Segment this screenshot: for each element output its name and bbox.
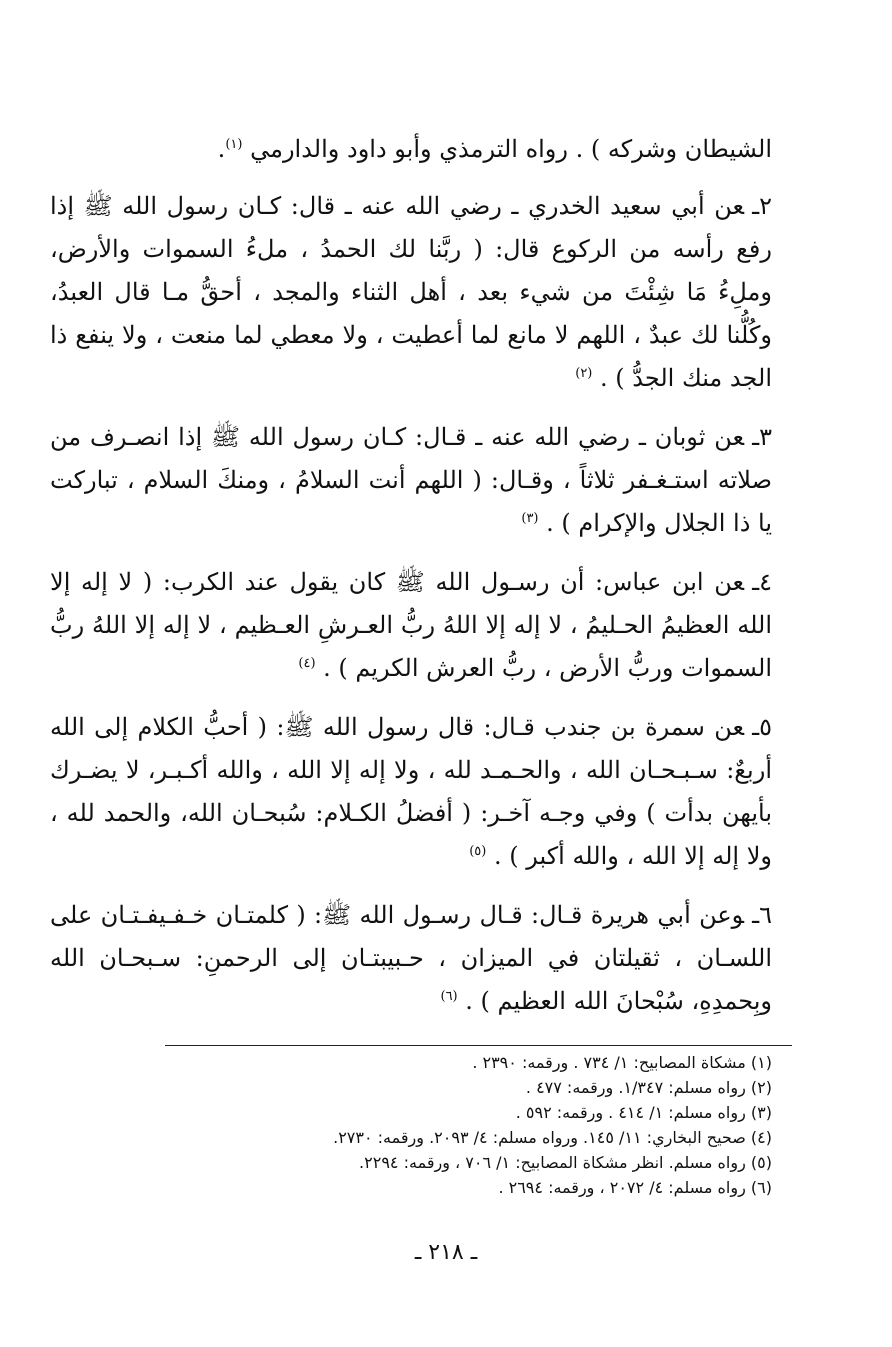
hadith-5: [50, 706, 772, 878]
footnote-divider: [165, 1045, 792, 1046]
footnote-5: (٥) رواه مسلم. انظر مشكاة المصابيح: ١/ ٧٠٦ ، ورقمه: ٢٢٩٤.: [359, 1153, 772, 1172]
hadith-text: عن أبي سعيد الخدري ـ رضي الله عنه ـ قال: كـان رسول الله ﷺ إذا رفع رأسه من الركوع قال: ( ربَّنا لك الحمدُ ، ملءُ السموات والأرض، وملِءُ مَا شِئْتَ من شيء بعد ، أهل الثناء والمجد ، أحقُّ مـا قال العبدُ، وكُلُّنا لك عبدٌ ، اللهم لا مانع لما أعطيت ، ولا معطي لما منعت ، ولا ينفع ذا الجد منك الجدُّ ) .: [50, 192, 772, 392]
hadith-number: ٥ـ: [752, 713, 772, 741]
hadith-6: [50, 894, 772, 1023]
footnote-ref: (٥): [469, 844, 487, 859]
footnote-ref: (٣): [521, 511, 539, 526]
hadith-number: ٤ـ: [752, 568, 772, 596]
footnote-ref: (٦): [440, 989, 458, 1004]
footnote-2: (٢) رواه مسلم: ١/٣٤٧. ورقمه: ٤٧٧ .: [525, 1078, 772, 1097]
intro-paragraph: الشيطان وشركه ) . رواه الترمذي وأبو داود والدارمي $^{(١)}$.: [217, 135, 772, 163]
main-text: [50, 128, 772, 1039]
footnote-4: (٤) صحيح البخاري: ١١/ ١٤٥. ورواه مسلم: ٤/ ٢٠٩٣. ورقمه: ٢٧٣٠.: [333, 1128, 772, 1147]
footnote-6: (٦) رواه مسلم: ٤/ ٢٠٧٢ ، ورقمه: ٢٦٩٤ .: [498, 1178, 772, 1197]
footnote-3: (٣) رواه مسلم: ١/ ٤١٤ . ورقمه: ٥٩٢ .: [515, 1103, 772, 1122]
footnote-ref: (١): [225, 137, 243, 152]
hadith-4: [50, 561, 772, 690]
hadith-number: ٢ـ: [752, 192, 772, 220]
intro-text: الشيطان وشركه ) . رواه الترمذي وأبو داود والدارمي: [250, 135, 772, 163]
page-number: ـ ٢١٨ ـ: [414, 1240, 478, 1265]
hadith-number: ٦ـ: [752, 901, 772, 929]
hadith-2: [50, 185, 772, 400]
footnote-1: (١) مشكاة المصابيح: ١/ ٧٣٤ . ورقمه: ٢٣٩٠ .: [472, 1053, 772, 1072]
hadith-number: ٣ـ: [752, 423, 772, 451]
hadith-3: [50, 416, 772, 545]
hadith-text: عن سمرة بن جندب قـال: قال رسول الله ﷺ: ( أحبُّ الكلام إلى الله أربعٌ: سـبـحـان الله ، والحـمـد لله ، ولا إله إلا الله ، والله أكـبـر، لا يضـرك بأيهن بدأت ) وفي وجـه آخـر: ( أفضلُ الكـلام: سُبحـان الله، والحمد لله ، ولا إله إلا الله ، والله أكبر ) .: [50, 713, 772, 870]
hadith-text: وعن أبي هريرة قـال: قـال رسـول الله ﷺ: ( كلمتـان خـفـيفـتـان على اللسـان ، ثقيلتان في الميزان ، حـبيبتـان إلى الرحمنِ: سـبحـان الله وبِحمدِهِ، سُبْحانَ الله العظيم ) .: [50, 901, 772, 1015]
footnote-ref: (٢): [575, 366, 593, 381]
hadith-text: عن ابن عباس: أن رسـول الله ﷺ كان يقول عند الكرب: ( لا إله إلا الله العظيمُ الحـليمُ ، لا إله إلا اللهُ ربُّ العـرشِ العـظيم ، لا إله إلا اللهُ ربُّ السموات وربُّ الأرض ، ربُّ العرش الكريم ) .: [50, 568, 772, 682]
footnote-ref: (٤): [298, 656, 316, 671]
footnotes: [132, 1050, 772, 1200]
hadith-text: عن ثوبان ـ رضي الله عنه ـ قـال: كـان رسول الله ﷺ إذا انصـرف من صلاته استـغـفر ثلاثاً ، وقـال: ( اللهم أنت السلامُ ، ومنكَ السلام ، تباركت يا ذا الجلال والإكرام ) .: [50, 423, 772, 537]
